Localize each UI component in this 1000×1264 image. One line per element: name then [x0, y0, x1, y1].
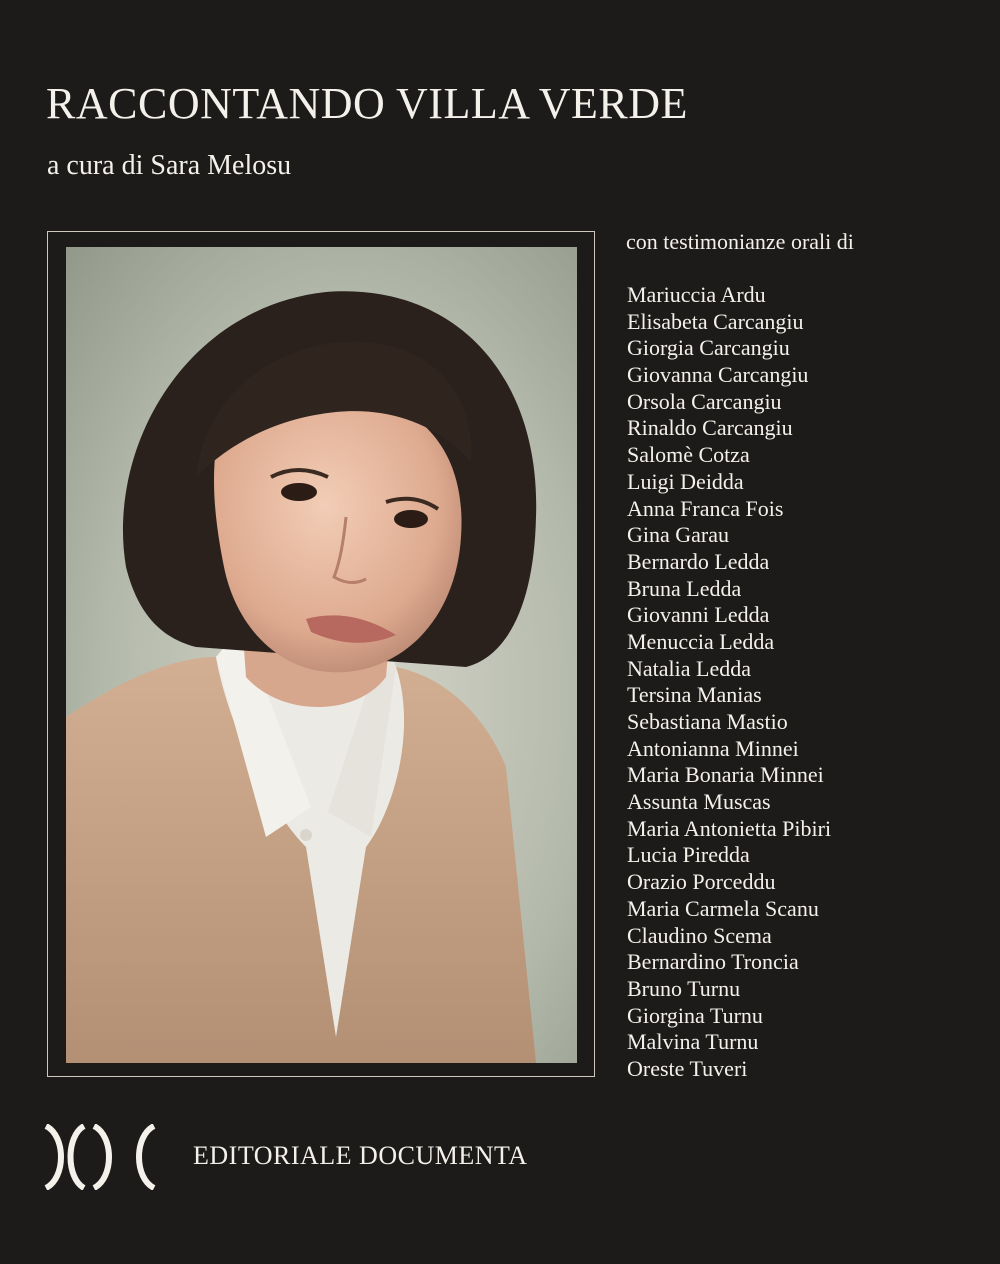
contributor-name: Giorgia Carcangiu [627, 335, 790, 361]
contributor-name: Lucia Piredda [627, 842, 750, 868]
contributor-name: Bernardo Ledda [627, 548, 770, 574]
contributor-name: Tersina Manias [627, 682, 762, 708]
contributor-name: Sebastiana Mastio [627, 709, 788, 734]
contributor-name: Giovanna Carcangiu [627, 362, 809, 388]
contributor-name: Maria Bonaria Minnei [627, 762, 824, 788]
book-title: RACCONTANDO VILLA VERDE [46, 79, 688, 128]
contributor-name: Oreste Tuveri [627, 1055, 748, 1081]
contributor-name: Menuccia Ledda [627, 628, 775, 654]
contributor-name: Maria Carmela Scanu [627, 895, 819, 921]
contributor-name: Claudino Scema [627, 922, 772, 948]
contributor-name: Antonianna Minnei [627, 735, 799, 761]
contributor-name: Bernardino Troncia [627, 949, 799, 975]
contributor-name: Luigi Deidda [627, 468, 744, 494]
publisher-logo-icon [42, 1124, 162, 1190]
contributor-name: Bruno Turnu [627, 975, 741, 1001]
contributor-name: Malvina Turnu [627, 1029, 759, 1055]
book-editor: a cura di Sara Melosu [47, 150, 292, 181]
contributor-name: Gina Garau [627, 522, 730, 548]
contributor-name: Orsola Carcangiu [627, 388, 782, 414]
contributor-name: Elisabeta Carcangiu [627, 308, 804, 334]
testimonials-intro: con testimonianze orali di [626, 229, 854, 254]
contributor-name: Maria Antonietta Pibiri [627, 815, 832, 841]
portrait-photo [66, 247, 577, 1063]
contributor-name: Giovanni Ledda [627, 602, 770, 628]
contributor-name: Orazio Porceddu [627, 869, 776, 895]
contributors-list [627, 282, 831, 1083]
contributor-name: Mariuccia Ardu [627, 282, 766, 307]
contributor-name: Assunta Muscas [627, 789, 771, 815]
publisher-name: EDITORIALE DOCUMENTA [193, 1141, 528, 1170]
contributor-name: Anna Franca Fois [627, 495, 784, 521]
contributor-name: Giorgina Turnu [627, 1002, 763, 1028]
contributor-name: Salomè Cotza [627, 442, 750, 468]
contributor-name: Bruna Ledda [627, 575, 742, 601]
contributor-name: Natalia Ledda [627, 655, 751, 681]
contributor-name: Rinaldo Carcangiu [627, 415, 793, 441]
